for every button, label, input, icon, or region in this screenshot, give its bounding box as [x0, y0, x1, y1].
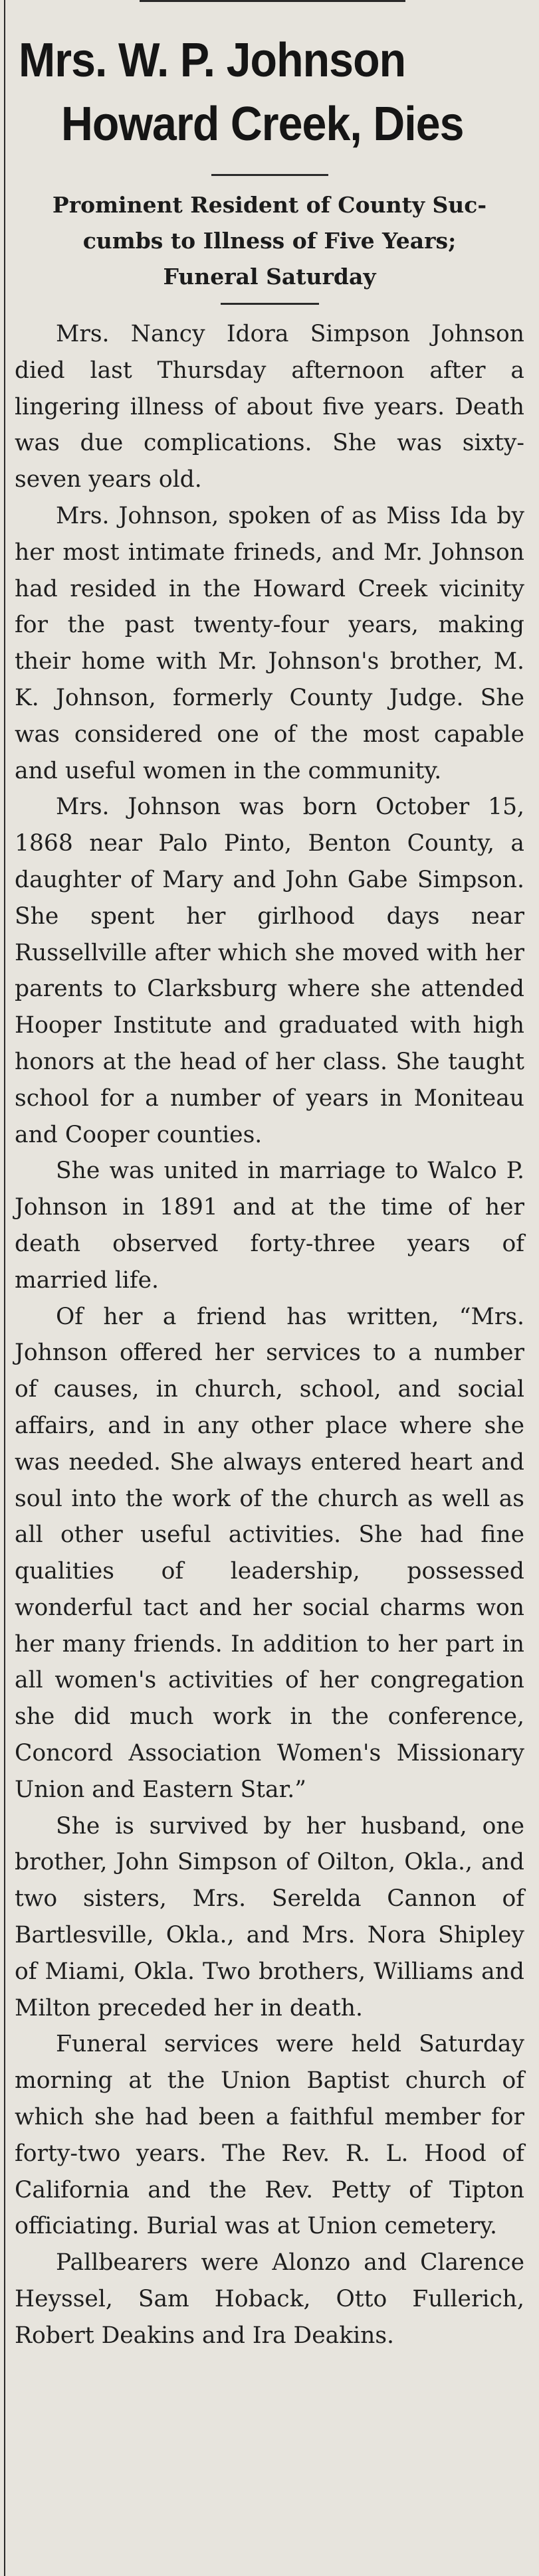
paragraph-5: Of her a friend has written, “Mrs. Johnson offered her services to a number of causes, in church, school, and social affairs, and in any other place where she was needed. She always entered heart and soul into the work of the church as well as all other useful activities. She had fine qualities of leadership, possessed wonderful tact and her social charms won her many friends. In addition to her part in all women's activities of her congregation she did much work in the conference, Concord Association Women's Missionary Union and Eastern Star.” [15, 1303, 524, 1803]
article-body [15, 316, 524, 2354]
paragraph-3: Mrs. Johnson was born October 15, 1868 near Palo Pinto, Benton County, a daughter of Mary and John Gabe Simpson. She spent her girlhood days near Russellville after which she moved with her parents to Clarksburg where she attended Hooper Institute and graduated with high honors at the head of her class. She taught school for a number of years in Moniteau and Cooper counties. [15, 794, 524, 1148]
deck-line-2: cumbs to Illness of Five Years; [82, 228, 457, 254]
headline-line-1: Mrs. W. P. Johnson [19, 34, 406, 87]
column-rule-left [4, 0, 5, 2576]
paragraph-4: She was united in marriage to Walco P. Johnson in 1891 and at the time of her death observed forty-three years of married life. [15, 1158, 524, 1294]
paragraph-6: She is survived by her husband, one brother, John Simpson of Oilton, Okla., and two sisters, Mrs. Serelda Cannon of Bartlesville, Okla., and Mrs. Nora Shipley of Miami, Okla. Two brothers, Williams and Milton preceded her in death. [15, 1812, 524, 2021]
headline-divider [211, 174, 328, 176]
deck-divider [221, 303, 319, 305]
headline-line-2: Howard Creek, Dies [61, 98, 464, 151]
paragraph-7: Funeral services were held Saturday morning at the Union Baptist church of which she had been a faithful member for forty-two years. The Rev. R. L. Hood of California and the Rev. Petty of Tipton officiating. Burial was at Union cemetery. [15, 2031, 524, 2240]
paragraph-8: Pallbearers were Alonzo and Clarence Heyssel, Sam Hoback, Otto Fullerich, Robert Deakins and Ira Deakins. [15, 2249, 524, 2349]
paragraph-2: Mrs. Johnson, spoken of as Miss Ida by her most intimate frineds, and Mr. Johnson had resided in the Howard Creek vicinity for the past twenty-four years, making their home with Mr. Johnson's brother, M. K. Johnson, formerly County Judge. She was considered one of the most capable and useful women in the community. [15, 502, 524, 784]
paragraph-1: Mrs. Nancy Idora Simpson Johnson died last Thursday afternoon after a lingering illness of about five years. Death was due complications. She was sixty-seven years old. [15, 321, 524, 493]
deck-line-1: Prominent Resident of County Suc- [52, 192, 487, 218]
deck-line-3: Funeral Saturday [163, 264, 376, 290]
top-rule [140, 0, 405, 2]
